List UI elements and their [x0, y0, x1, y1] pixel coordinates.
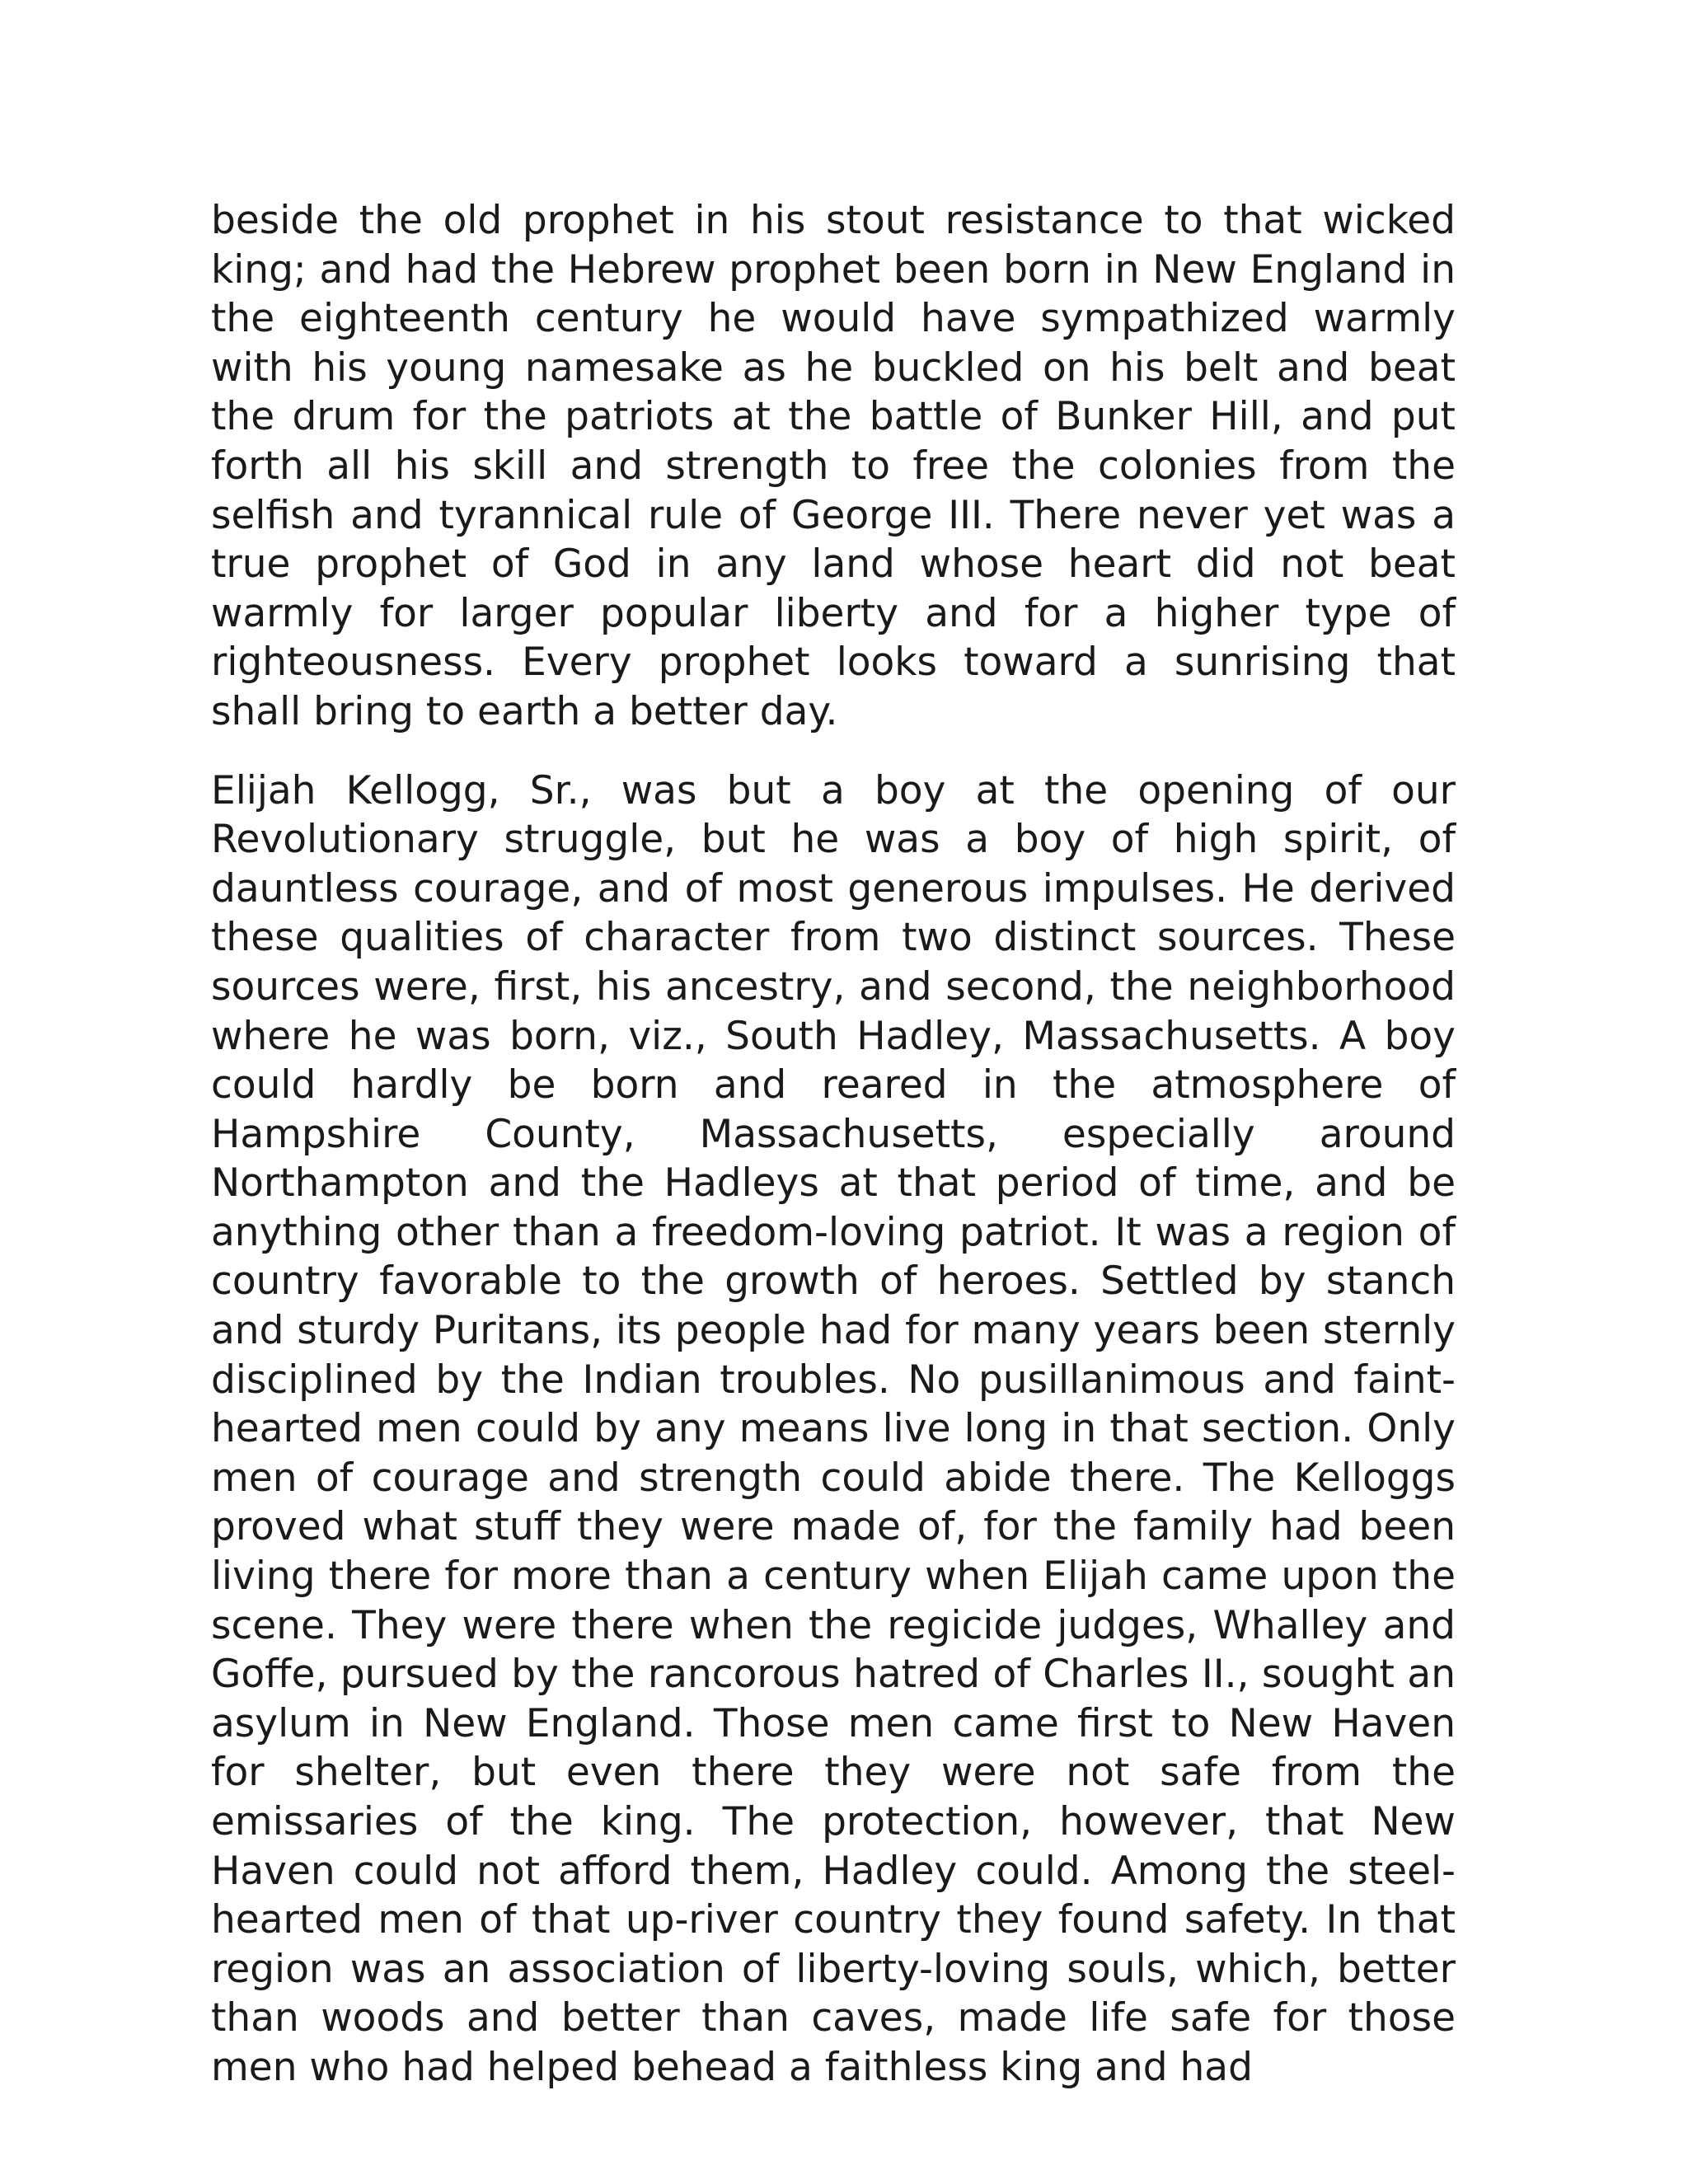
paragraph-2: Elijah Kellogg, Sr., was but a boy at the opening of our Revolutionary struggle, but he was a boy of high spirit, of dauntless courage, and of most generous impulses. He derived these qualities of character from two distinct sources. These sources were, first, his ancestry, and second, the neighborhood where he was born, viz., South Hadley, Massachusetts. A boy could hardly be born and reared in the atmosphere of Hampshire County, Massachusetts, especially around Northampton and the Hadleys at that period of time, and be anything other than a freedom-loving patriot. It was a region of country favorable to the growth of heroes. Settled by stanch and sturdy Puritans, its people had for many years been sternly disciplined by the Indian troubles. No pusillanimous and faint-hearted men could by any means live long in that section. Only men of courage and strength could abide there. The Kelloggs proved what stuff they were made of, for the family had been living there for more than a century when Elijah came upon the scene. They were there when the regicide judges, Whalley and Goffe, pursued by the rancorous hatred of Charles II., sought an asylum in New England. Those men came first to New Haven for shelter, but even there they were not safe from the emissaries of the king. The protection, however, that New Haven could not afford them, Hadley could. Among the steel-hearted men of that up-river country they found safety. In that region was an association of liberty-loving souls, which, better than woods and better than caves, made life safe for those men who had helped behead a faithless king and had: [211, 767, 1456, 2090]
body-text: [211, 196, 1456, 2093]
paragraph-1: beside the old prophet in his stout resistance to that wicked king; and had the Hebrew prophet been born in New England in the eighteenth century he would have sympathized warmly with his young namesake as he buckled on his belt and beat the drum for the patriots at the battle of Bunker Hill, and put forth all his skill and strength to free the colonies from the selfish and tyrannical rule of George III. There never yet was a true prophet of God in any land whose heart did not beat warmly for larger popular liberty and for a higher type of righteousness. Every prophet looks toward a sunrising that shall bring to earth a better day.: [211, 198, 1456, 734]
